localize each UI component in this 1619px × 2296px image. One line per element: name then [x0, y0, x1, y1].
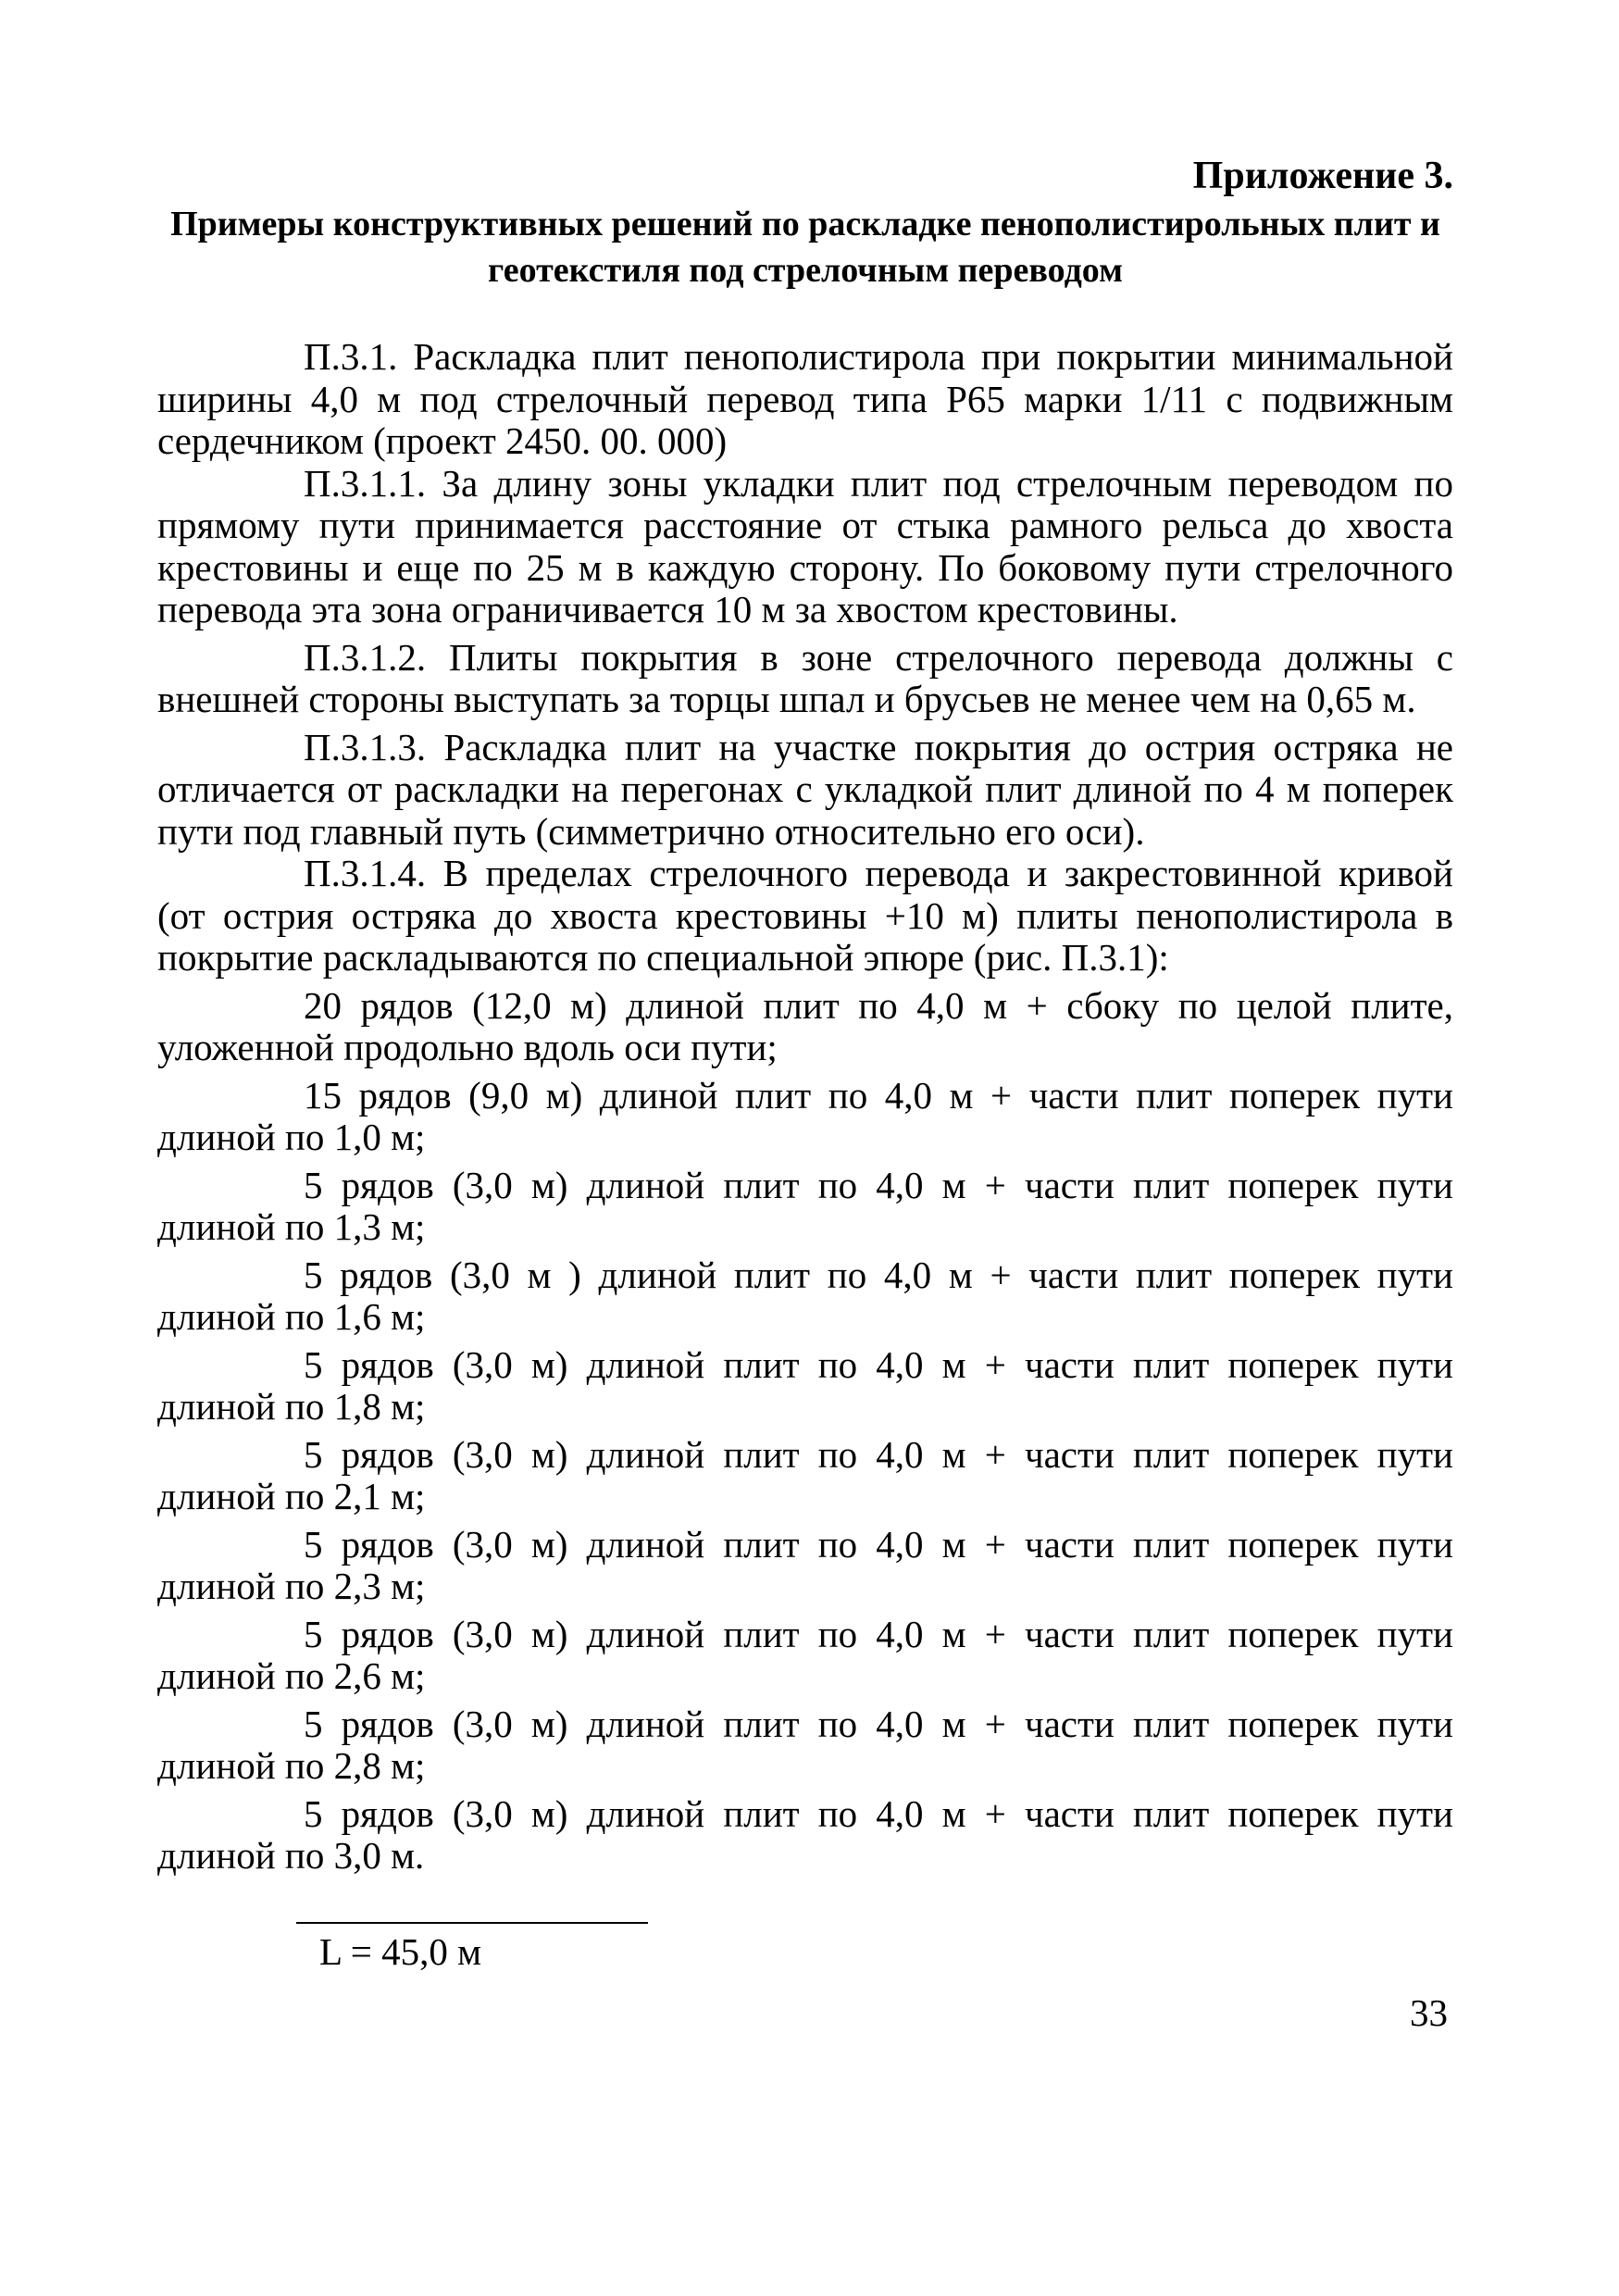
layout-row: 15 рядов (9,0 м) длиной плит по 4,0 м + части плит поперек пути длиной по 1,0 м; [157, 1073, 1453, 1158]
paragraph-3-1-2: П.3.1.2. Плиты покрытия в зоне стрелочного перевода должны с внешней стороны выступать за торцы шпал и брусьев не менее чем на 0,65 м. [157, 635, 1453, 720]
layout-row: 5 рядов (3,0 м) длиной плит по 4,0 м + части плит поперек пути длиной по 1,8 м; [157, 1342, 1453, 1428]
layout-row: 5 рядов (3,0 м) длиной плит по 4,0 м + части плит поперек пути длиной по 2,6 м; [157, 1612, 1453, 1697]
document-page [157, 153, 1453, 1974]
layout-row: 5 рядов (3,0 м ) длиной плит по 4,0 м + части плит поперек пути длиной по 1,6 м; [157, 1253, 1453, 1338]
page-number: 33 [1410, 1991, 1448, 2034]
layout-row: 5 рядов (3,0 м) длиной плит по 4,0 м + части плит поперек пути длиной по 2,3 м; [157, 1522, 1453, 1607]
sum-divider [296, 1922, 648, 1924]
appendix-label: Приложение 3. [1192, 155, 1453, 197]
paragraph-3-1-1: П.3.1.1. За длину зоны укладки плит под стрелочным переводом по прямому пути принимается расстояние от стыка рамного рельса до хвоста крестовины и еще по 25 м в каждую сторону. По боковому пути стрелочного перевода эта зона ограничивается 10 м за хвостом крестовины. [157, 461, 1453, 630]
section-title: Примеры конструктивных решений по раскладке пенополистирольных плит и геотекстиля под стрелочным переводом [170, 205, 1440, 290]
paragraph-3-1-3: П.3.1.3. Раскладка плит на участке покрытия до острия остряка не отличается от раскладки на перегонах с укладкой плит длиной по 4 м поперек пути под главный путь (симметрично относительно его оси). [157, 725, 1453, 853]
layout-row: 20 рядов (12,0 м) длиной плит по 4,0 м + сбоку по целой плите, уложенной продольно вдоль оси пути; [157, 983, 1453, 1068]
layout-row: 5 рядов (3,0 м) длиной плит по 4,0 м + части плит поперек пути длиной по 2,8 м; [157, 1702, 1453, 1787]
paragraph-3-1-4: П.3.1.4. В пределах стрелочного перевода и закрестовинной кривой (от острия остряка до хвоста крестовины +10 м) плиты пенополистирола в покрытие раскладываются по специальной эпюре (рис. П.3.1): [157, 852, 1453, 979]
layout-row: 5 рядов (3,0 м) длиной плит по 4,0 м + части плит поперек пути длиной по 3,0 м. [157, 1791, 1453, 1877]
layout-row: 5 рядов (3,0 м) длиной плит по 4,0 м + части плит поперек пути длиной по 2,1 м; [157, 1432, 1453, 1517]
layout-rows-list [157, 985, 1453, 1878]
layout-row: 5 рядов (3,0 м) длиной плит по 4,0 м + части плит поперек пути длиной по 1,3 м; [157, 1163, 1453, 1248]
total-length: L = 45,0 м [319, 1929, 482, 1973]
paragraph-3-1: П.3.1. Раскладка плит пенополистирола при покрытии минимальной ширины 4,0 м под стрелочный перевод типа Р65 марки 1/11 с подвижным сердечником (проект 2450. 00. 000) [157, 335, 1453, 462]
